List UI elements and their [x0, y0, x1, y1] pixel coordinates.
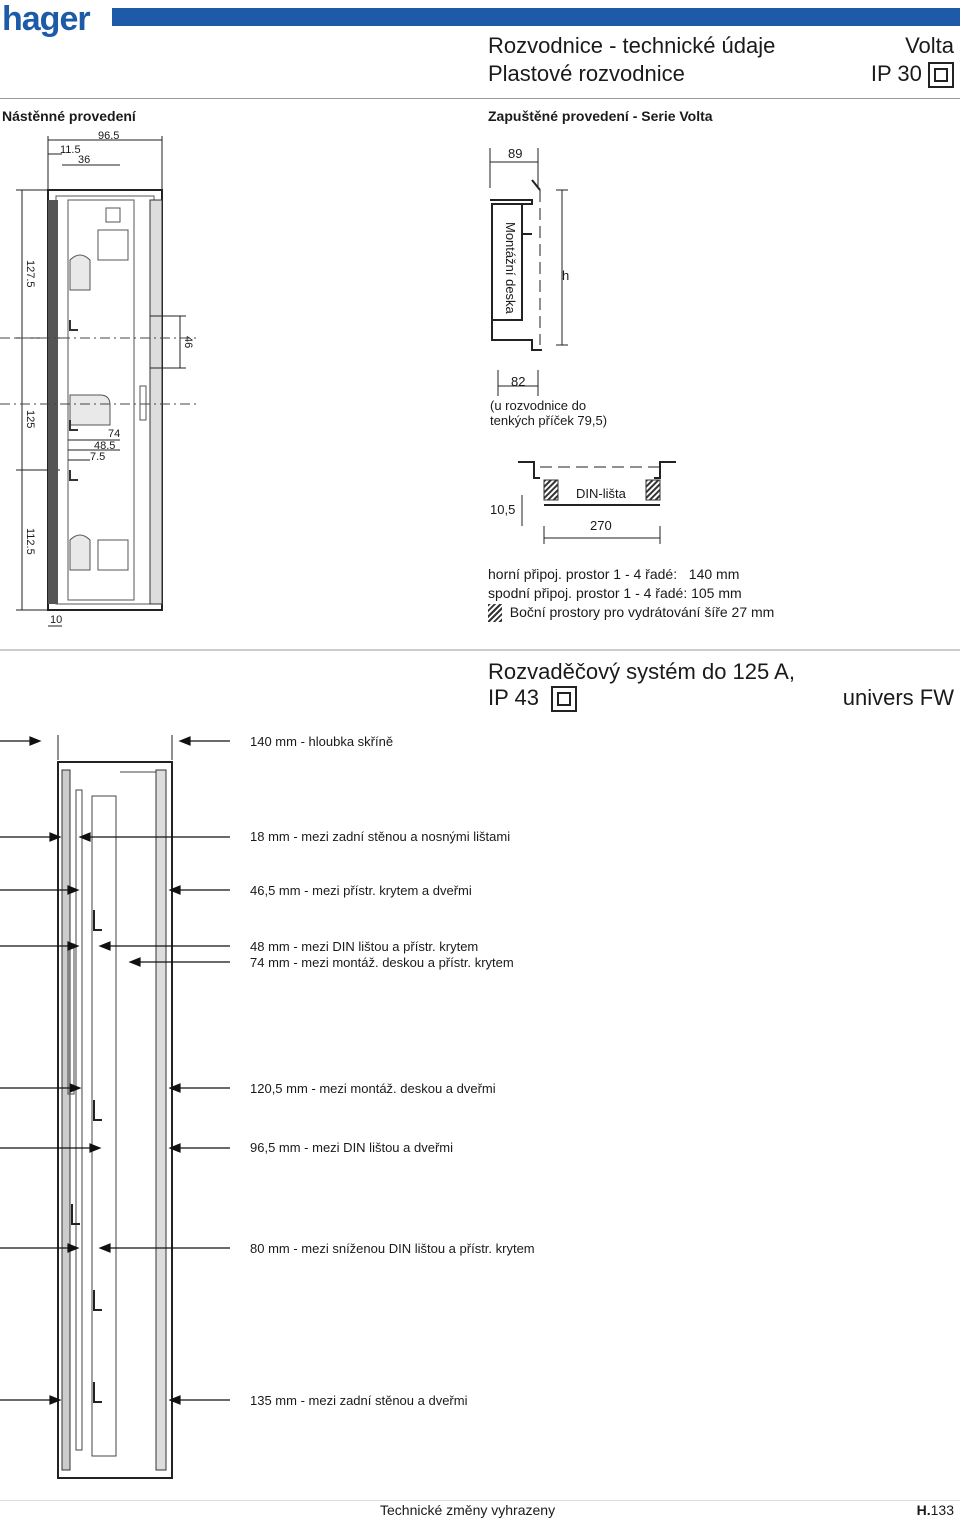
- dim-82: 82: [511, 374, 526, 389]
- univers-drawing: [58, 735, 172, 1478]
- dim-11-5: 11.5: [60, 144, 81, 156]
- footer-note: Technické změny vyhrazeny: [380, 1502, 556, 1518]
- dim-125: 125: [24, 410, 36, 429]
- ip-symbol-icon: [551, 686, 577, 712]
- dim-h: h: [562, 268, 570, 283]
- dim-46: 46: [182, 336, 194, 349]
- label-depth: 140 mm - hloubka skříně: [250, 734, 394, 749]
- thin-wall-note: [490, 398, 607, 428]
- page-number: H.133: [916, 1502, 954, 1518]
- info-bottom-connection: spodní připoj. prostor 1 - 4 řadé: 105 mm: [488, 585, 742, 601]
- dim-112-5: 112.5: [24, 528, 36, 555]
- flush-box-drawing: [490, 148, 676, 544]
- dim-74: 74: [108, 428, 121, 440]
- dim-10: 10: [50, 614, 63, 626]
- dim-36: 36: [78, 154, 91, 166]
- hager-logo: hager: [2, 0, 90, 38]
- din-rail-label: DIN-lišta: [576, 486, 626, 501]
- thin-wall-note-line1: (u rozvodnice do: [490, 398, 587, 413]
- label-135mm: 135 mm - mezi zadní stěnou a dveřmi: [250, 1393, 468, 1408]
- dim-7-5: 7.5: [90, 451, 106, 463]
- system-ip: IP 43: [488, 684, 577, 712]
- page-title-line1: Rozvodnice - technické údaje: [488, 33, 776, 58]
- system-name: univers FW: [842, 685, 954, 710]
- system-title: Rozvaděčový systém do 125 A,: [488, 659, 795, 684]
- product-name: Volta: [905, 33, 954, 58]
- label-18mm: 18 mm - mezi zadní stěnou a nosnými lištami: [250, 829, 511, 844]
- thin-wall-note-line2: tenkých příček 79,5): [490, 413, 608, 428]
- dim-48-5: 48.5: [94, 440, 116, 452]
- label-96-5mm: 96,5 mm - mezi DIN lištou a dveřmi: [250, 1140, 453, 1155]
- mounting-plate-label: Montážní deska: [503, 222, 518, 314]
- hatch-icon: [488, 604, 502, 622]
- label-48mm: 48 mm - mezi DIN lištou a přístr. krytem: [250, 939, 479, 954]
- dim-96-5: 96.5: [98, 130, 120, 142]
- wall-mount-title: Nástěnné provedení: [2, 108, 136, 124]
- dim-127-5: 127.5: [24, 260, 36, 288]
- label-46-5mm: 46,5 mm - mezi přístr. krytem a dveřmi: [250, 883, 472, 898]
- dim-89: 89: [508, 146, 523, 161]
- label-120-5mm: 120,5 mm - mezi montáž. deskou a dveřmi: [250, 1081, 496, 1096]
- label-80mm: 80 mm - mezi sníženou DIN lištou a přístr. krytem: [250, 1241, 535, 1256]
- dim-10-5: 10,5: [490, 502, 516, 517]
- page-title-line2: Plastové rozvodnice: [488, 61, 685, 86]
- info-side-wiring: Boční prostory pro vydrátování šíře 27 mm: [488, 604, 774, 622]
- univers-arrows: [0, 737, 230, 1404]
- flush-mount-title: Zapuštěné provedení - Serie Volta: [488, 108, 713, 124]
- product-ip: IP 30: [871, 60, 954, 88]
- footer-divider: [0, 1500, 960, 1501]
- label-74mm: 74 mm - mezi montáž. deskou a přístr. krytem: [250, 955, 514, 970]
- dim-270: 270: [590, 518, 612, 533]
- info-top-connection: horní připoj. prostor 1 - 4 řadé: 140 mm: [488, 566, 740, 582]
